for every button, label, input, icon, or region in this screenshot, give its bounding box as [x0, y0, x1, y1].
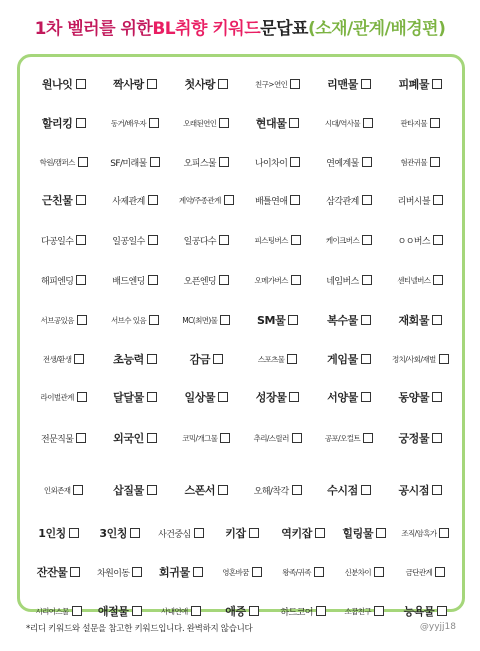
keyword-row — [28, 110, 456, 136]
keyword-label: 감금 — [189, 353, 211, 366]
keyword-checkbox[interactable] — [147, 485, 157, 495]
keyword-item — [28, 564, 89, 580]
keyword-item — [150, 564, 211, 580]
keyword-item — [171, 351, 242, 367]
keyword-item — [171, 315, 242, 326]
keyword-label: 첫사랑 — [184, 78, 216, 91]
keyword-checkbox[interactable] — [218, 392, 228, 402]
keyword-label: 서브수 있음 — [110, 315, 146, 325]
keyword-checkbox[interactable] — [314, 567, 324, 577]
keyword-checkbox[interactable] — [219, 118, 229, 128]
keyword-item — [242, 115, 313, 131]
keyword-label: 3인칭 — [99, 527, 128, 540]
keyword-row — [28, 71, 456, 97]
keyword-label: 시대/역사물 — [324, 118, 361, 128]
keyword-label: 복수물 — [327, 314, 358, 327]
keyword-label: 능욕물 — [403, 605, 435, 618]
keyword-item — [242, 484, 313, 497]
keyword-item — [395, 567, 456, 578]
keyword-label: 동양물 — [398, 391, 430, 404]
keyword-item — [334, 567, 395, 578]
keyword-item — [171, 156, 242, 169]
keyword-row — [28, 520, 456, 546]
keyword-checkbox[interactable] — [194, 528, 204, 538]
keyword-label: 오피스물 — [183, 158, 217, 169]
keyword-checkbox[interactable] — [291, 235, 301, 245]
keyword-checkbox[interactable] — [292, 433, 302, 443]
keyword-checkbox[interactable] — [362, 235, 372, 245]
keyword-item — [385, 194, 456, 207]
keyword-item — [89, 603, 150, 619]
keyword-label: 다공일수 — [40, 236, 74, 247]
keyword-checkbox[interactable] — [132, 606, 142, 616]
keyword-label: 시리어스물 — [35, 606, 69, 616]
keyword-label: 왕족/귀족 — [282, 567, 311, 577]
keyword-label: 키잡 — [225, 527, 246, 540]
keyword-checkbox[interactable] — [78, 157, 88, 167]
keyword-item — [99, 194, 170, 207]
keyword-item — [99, 76, 170, 92]
keyword-item — [211, 525, 272, 541]
keyword-label: 코믹/개그물 — [182, 433, 218, 443]
keyword-row — [28, 425, 456, 451]
keyword-label: 성장물 — [255, 391, 287, 404]
keyword-item — [313, 433, 384, 444]
keyword-label: 신분차이 — [344, 567, 372, 577]
keyword-label: 수시점 — [327, 484, 358, 497]
keyword-checkbox[interactable] — [292, 485, 302, 495]
keyword-label: 사제관계 — [112, 196, 145, 207]
keyword-checkbox[interactable] — [316, 606, 326, 616]
keyword-checkbox[interactable] — [69, 528, 79, 538]
keyword-checkbox[interactable] — [147, 392, 157, 402]
keyword-checkbox[interactable] — [433, 195, 443, 205]
keyword-label: 사건중심 — [158, 529, 191, 540]
keyword-label: 일공일수 — [112, 236, 145, 247]
keyword-row — [28, 187, 456, 213]
keyword-item — [99, 234, 170, 247]
keyword-checkbox[interactable] — [363, 433, 373, 443]
keyword-item — [28, 432, 99, 445]
keyword-label: 원나잇 — [41, 78, 73, 91]
keyword-checkbox[interactable] — [433, 235, 443, 245]
keyword-item — [242, 433, 313, 444]
keyword-board — [17, 54, 465, 618]
title-part-2: BL취향 키워드 — [152, 19, 261, 39]
keyword-item — [273, 567, 334, 578]
keyword-label: 연예계물 — [326, 158, 359, 169]
keyword-item — [28, 606, 89, 617]
keyword-label: 소꿉친구 — [344, 606, 372, 616]
keyword-label: 리버시블 — [397, 196, 430, 207]
keyword-checkbox[interactable] — [432, 392, 442, 402]
keyword-label: 역키잡 — [281, 527, 312, 540]
keyword-label: SF/미래물 — [110, 158, 147, 169]
keyword-label: 애증 — [225, 605, 246, 618]
keyword-item — [385, 234, 456, 247]
keyword-checkbox[interactable] — [74, 354, 84, 364]
keyword-checkbox[interactable] — [76, 235, 86, 245]
keyword-checkbox[interactable] — [288, 315, 298, 325]
keyword-item — [99, 118, 170, 129]
keyword-checkbox[interactable] — [224, 195, 234, 205]
keyword-label: 금단관계 — [405, 567, 433, 577]
keyword-row — [28, 384, 456, 410]
keyword-item — [99, 156, 170, 169]
keyword-item — [385, 118, 456, 129]
keyword-checkbox[interactable] — [73, 485, 83, 495]
keyword-checkbox[interactable] — [361, 79, 371, 89]
keyword-checkbox[interactable] — [430, 118, 440, 128]
keyword-label: 오메가버스 — [254, 275, 288, 285]
keyword-item — [385, 312, 456, 328]
keyword-item — [28, 485, 99, 496]
keyword-checkbox[interactable] — [249, 606, 259, 616]
keyword-item — [99, 430, 170, 446]
keyword-checkbox[interactable] — [76, 275, 86, 285]
keyword-label: 영혼바꿈 — [222, 567, 249, 577]
keyword-checkbox[interactable] — [220, 433, 230, 443]
keyword-checkbox[interactable] — [149, 118, 159, 128]
keyword-label: 전생/환생 — [42, 354, 72, 364]
keyword-label: 일상물 — [184, 391, 216, 404]
keyword-label: 리맨물 — [327, 78, 358, 91]
keyword-label: 서양물 — [327, 391, 358, 404]
keyword-checkbox[interactable] — [72, 606, 82, 616]
keyword-item — [242, 79, 313, 90]
keyword-label: 피폐물 — [398, 78, 430, 91]
keyword-item — [334, 606, 395, 617]
keyword-checkbox[interactable] — [149, 315, 159, 325]
keyword-checkbox[interactable] — [147, 433, 157, 443]
keyword-checkbox[interactable] — [147, 79, 157, 89]
keyword-label: ㅇㅇ버스 — [397, 236, 430, 247]
keyword-item — [28, 525, 89, 541]
keyword-label: 나이차이 — [254, 158, 288, 169]
keyword-checkbox[interactable] — [437, 606, 447, 616]
keyword-item — [385, 354, 456, 365]
keyword-checkbox[interactable] — [374, 606, 384, 616]
title-part-4: (소재/관계/배경편) — [307, 19, 446, 39]
keyword-label: 하드코어 — [280, 607, 313, 618]
keyword-item — [211, 567, 272, 578]
keyword-item — [171, 482, 242, 498]
keyword-label: 차원이동 — [97, 568, 130, 579]
keyword-label: 사내연애 — [161, 606, 188, 616]
keyword-item — [242, 156, 313, 169]
keyword-checkbox[interactable] — [361, 354, 371, 364]
keyword-checkbox[interactable] — [213, 354, 223, 364]
keyword-item — [99, 482, 170, 498]
keyword-checkbox[interactable] — [363, 118, 373, 128]
keyword-label: 혐관귀물 — [400, 157, 428, 167]
keyword-label: 오픈엔딩 — [183, 276, 217, 287]
keyword-checkbox[interactable] — [374, 567, 384, 577]
keyword-label: 서브공있음 — [40, 315, 74, 325]
keyword-item — [89, 525, 150, 541]
keyword-item — [242, 354, 313, 365]
keyword-item — [273, 605, 334, 618]
keyword-checkbox[interactable] — [289, 392, 299, 402]
keyword-item — [385, 482, 456, 498]
keyword-checkbox[interactable] — [249, 528, 259, 538]
keyword-item — [28, 274, 99, 287]
keyword-label: 스포츠물 — [257, 354, 285, 364]
keyword-label: 정치/사회/재벌 — [391, 354, 436, 364]
keyword-checkbox[interactable] — [252, 567, 262, 577]
keyword-checkbox[interactable] — [290, 157, 300, 167]
keyword-label: 센티넬버스 — [397, 275, 431, 285]
keyword-item — [334, 525, 395, 541]
keyword-checkbox[interactable] — [289, 118, 299, 128]
keyword-checkbox[interactable] — [218, 79, 228, 89]
keyword-checkbox[interactable] — [361, 485, 371, 495]
keyword-checkbox[interactable] — [435, 567, 445, 577]
keyword-checkbox[interactable] — [439, 354, 449, 364]
keyword-checkbox[interactable] — [150, 157, 160, 167]
keyword-checkbox[interactable] — [76, 195, 86, 205]
keyword-checkbox[interactable] — [361, 392, 371, 402]
keyword-label: 재회물 — [398, 314, 430, 327]
keyword-checkbox[interactable] — [220, 315, 230, 325]
keyword-checkbox[interactable] — [290, 79, 300, 89]
keyword-item — [242, 389, 313, 405]
keyword-label: 애절물 — [97, 605, 129, 618]
keyword-label: 전문직물 — [40, 434, 74, 445]
keyword-label: 외국인 — [113, 432, 144, 445]
keyword-item — [28, 392, 99, 403]
keyword-item — [242, 235, 313, 246]
keyword-row — [28, 346, 456, 372]
keyword-item — [89, 566, 150, 579]
keyword-item — [171, 389, 242, 405]
keyword-checkbox[interactable] — [70, 567, 80, 577]
keyword-row — [28, 267, 456, 293]
keyword-row — [28, 307, 456, 333]
keyword-label: 근친물 — [41, 194, 73, 207]
keyword-label: 케이크버스 — [325, 235, 360, 245]
keyword-item — [242, 194, 313, 207]
keyword-item — [313, 194, 384, 207]
keyword-checkbox[interactable] — [76, 118, 86, 128]
keyword-item — [242, 312, 313, 328]
keyword-checkbox[interactable] — [148, 195, 158, 205]
keyword-label: 오래된연인 — [183, 118, 217, 128]
keyword-label: 오해/착각 — [253, 486, 289, 497]
keyword-checkbox[interactable] — [147, 354, 157, 364]
keyword-checkbox[interactable] — [362, 195, 372, 205]
keyword-checkbox[interactable] — [432, 433, 442, 443]
author-credit: @yyjj18 — [419, 622, 456, 632]
keyword-item — [99, 351, 170, 367]
keyword-item — [395, 528, 456, 539]
keyword-item — [313, 482, 384, 498]
keyword-label: 현대물 — [255, 117, 287, 130]
keyword-label: 잔잔물 — [36, 566, 68, 579]
keyword-label: 삼각관계 — [326, 196, 359, 207]
keyword-checkbox[interactable] — [433, 275, 443, 285]
keyword-item — [171, 195, 242, 206]
keyword-checkbox[interactable] — [77, 315, 87, 325]
keyword-checkbox[interactable] — [130, 528, 140, 538]
keyword-label: 공포/오컬트 — [324, 433, 361, 443]
keyword-item — [313, 156, 384, 169]
keyword-label: 달달물 — [113, 391, 144, 404]
keyword-item — [313, 312, 384, 328]
keyword-item — [171, 433, 242, 444]
keyword-label: 궁정물 — [398, 432, 430, 445]
keyword-item — [385, 430, 456, 446]
keyword-row — [28, 598, 456, 624]
keyword-grid — [20, 57, 462, 618]
keyword-label: 스폰서 — [184, 484, 216, 497]
keyword-label: 배드엔딩 — [112, 276, 145, 287]
keyword-checkbox[interactable] — [76, 79, 86, 89]
keyword-item — [313, 118, 384, 129]
keyword-label: 판타지물 — [400, 118, 428, 128]
keyword-item — [28, 157, 99, 168]
keyword-label: 네임버스 — [326, 276, 359, 287]
keyword-item — [273, 525, 334, 541]
keyword-label: 일공다수 — [183, 236, 217, 247]
keyword-label: 조직/암흑가 — [401, 528, 437, 538]
keyword-item — [171, 76, 242, 92]
keyword-checkbox[interactable] — [315, 528, 325, 538]
keyword-checkbox[interactable] — [219, 157, 229, 167]
footnote: *리디 키워드와 설문을 참고한 키워드입니다. 완벽하지 않습니다 — [26, 624, 253, 634]
keyword-item — [242, 275, 313, 286]
keyword-item — [313, 351, 384, 367]
keyword-item — [385, 157, 456, 168]
keyword-item — [313, 389, 384, 405]
keyword-item — [395, 603, 456, 619]
keyword-item — [28, 234, 99, 247]
keyword-checkbox[interactable] — [361, 315, 371, 325]
keyword-item — [150, 527, 211, 540]
keyword-item — [150, 606, 211, 617]
keyword-label: SM물 — [257, 314, 286, 327]
keyword-checkbox[interactable] — [432, 485, 442, 495]
keyword-item — [385, 389, 456, 405]
keyword-label: 힐링물 — [342, 527, 374, 540]
keyword-label: 공시점 — [398, 484, 430, 497]
keyword-checkbox[interactable] — [362, 157, 372, 167]
keyword-label: 게임물 — [327, 353, 358, 366]
keyword-label: 할리킹 — [41, 117, 73, 130]
keyword-checkbox[interactable] — [193, 567, 203, 577]
title-part-1: 1차 벨러를 위한 — [34, 19, 153, 39]
keyword-label: 학원/캠퍼스 — [39, 157, 75, 167]
keyword-label: 피스팅버스 — [254, 235, 288, 245]
keyword-label: 배틀연애 — [254, 196, 288, 207]
keyword-label: 계약/주종관계 — [178, 195, 221, 205]
keyword-row — [28, 477, 456, 503]
keyword-checkbox[interactable] — [218, 485, 228, 495]
keyword-item — [28, 192, 99, 208]
keyword-item — [99, 274, 170, 287]
keyword-checkbox[interactable] — [76, 433, 86, 443]
keyword-item — [385, 275, 456, 286]
keyword-item — [28, 115, 99, 131]
keyword-label: 친구>연인 — [255, 79, 288, 89]
keyword-item — [171, 118, 242, 129]
keyword-row — [28, 149, 456, 175]
keyword-item — [313, 76, 384, 92]
keyword-label: 해피엔딩 — [40, 276, 74, 287]
keyword-item — [99, 315, 170, 326]
keyword-checkbox[interactable] — [219, 275, 229, 285]
keyword-label: 초능력 — [113, 353, 144, 366]
keyword-item — [171, 274, 242, 287]
keyword-checkbox[interactable] — [290, 195, 300, 205]
keyword-checkbox[interactable] — [362, 275, 372, 285]
keyword-item — [385, 76, 456, 92]
keyword-checkbox[interactable] — [148, 235, 158, 245]
keyword-row — [28, 559, 456, 585]
keyword-checkbox[interactable] — [291, 275, 301, 285]
keyword-checkbox[interactable] — [376, 528, 386, 538]
keyword-label: 짝사랑 — [113, 78, 144, 91]
keyword-checkbox[interactable] — [439, 528, 449, 538]
keyword-item — [211, 603, 272, 619]
keyword-label: 동거/배우자 — [110, 118, 147, 128]
page-title — [0, 14, 480, 44]
keyword-checkbox[interactable] — [432, 79, 442, 89]
keyword-checkbox[interactable] — [432, 315, 442, 325]
keyword-item — [28, 315, 99, 326]
keyword-checkbox[interactable] — [148, 275, 158, 285]
keyword-row — [28, 227, 456, 253]
keyword-item — [28, 76, 99, 92]
keyword-item — [313, 235, 384, 246]
keyword-label: 라이벌관계 — [40, 392, 74, 402]
keyword-label: 추리/스릴러 — [253, 433, 289, 443]
keyword-checkbox[interactable] — [219, 235, 229, 245]
keyword-checkbox[interactable] — [430, 157, 440, 167]
keyword-item — [28, 354, 99, 365]
keyword-label: 1인칭 — [38, 527, 66, 540]
keyword-item — [99, 389, 170, 405]
keyword-label: 회귀물 — [159, 566, 190, 579]
keyword-checkbox[interactable] — [287, 354, 297, 364]
keyword-item — [171, 234, 242, 247]
keyword-label: 삽질물 — [113, 484, 144, 497]
keyword-label: 인외존재 — [43, 485, 71, 495]
keyword-checkbox[interactable] — [191, 606, 201, 616]
title-part-3: 문답표 — [260, 19, 308, 39]
keyword-checkbox[interactable] — [77, 392, 87, 402]
keyword-checkbox[interactable] — [132, 567, 142, 577]
keyword-item — [313, 274, 384, 287]
keyword-label: MC(최면)물 — [182, 315, 218, 325]
